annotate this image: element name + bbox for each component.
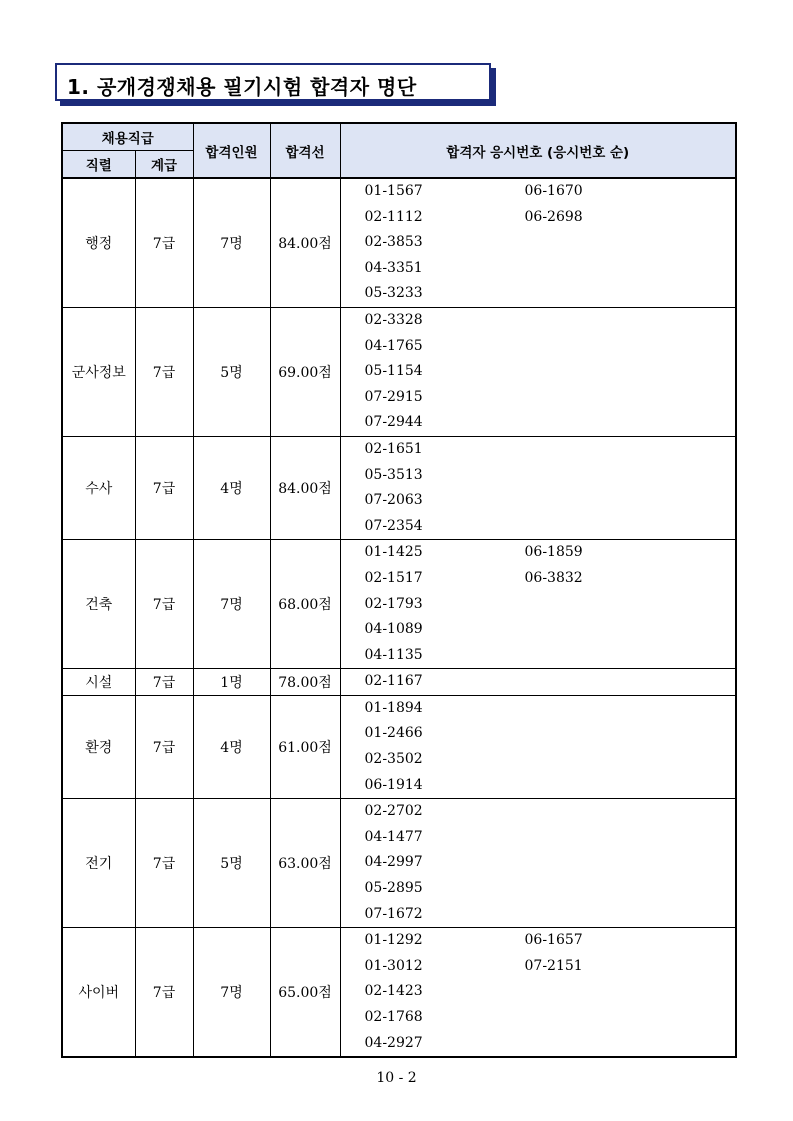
job-series-cell: 건축 [62,540,135,669]
applicant-number: 02-1423 [364,983,423,1000]
applicant-numbers-cell [340,436,736,539]
applicant-number: 02-1112 [364,208,423,225]
table-body [62,178,736,1057]
table-row [62,695,736,798]
applicant-number: 06-1657 [524,932,583,949]
applicant-number: 02-3502 [364,751,423,768]
applicant-number: 07-1672 [364,905,423,922]
cutoff-cell: 61.00점 [270,695,340,798]
applicant-number: 02-1793 [364,595,423,612]
applicant-number: 06-1670 [524,183,583,199]
page-number: 10 - 2 [376,1070,417,1086]
applicant-number: 01-1567 [364,183,423,199]
applicant-number: 02-2702 [364,803,423,820]
applicant-numbers-cell [340,307,736,436]
page-title-box [55,63,491,101]
applicant-number: 01-1292 [364,932,423,949]
header-cutoff: 합격선 [270,123,340,178]
applicant-number: 05-1154 [364,363,423,380]
job-series-cell: 행정 [62,178,135,307]
cutoff-cell: 78.00점 [270,669,340,696]
applicant-number: 04-1477 [364,828,423,845]
applicant-number: 04-2927 [364,1034,423,1051]
pass-count-cell: 7명 [193,178,270,307]
page-title: 1. 공개경쟁채용 필기시험 합격자 명단 [67,75,417,99]
cutoff-cell: 63.00점 [270,799,340,928]
applicant-number: 05-3233 [364,285,423,302]
applicant-number: 07-2944 [364,414,423,431]
applicant-number: 07-2354 [364,517,423,534]
applicant-number: 02-1651 [364,440,423,457]
pass-count-cell: 5명 [193,307,270,436]
applicant-number: 01-3012 [364,957,423,974]
applicant-numbers-cell [340,178,736,307]
job-series-cell: 사이버 [62,928,135,1057]
applicant-number: 02-3328 [364,311,423,328]
passer-table [61,122,737,1058]
applicant-number: 04-1089 [364,621,423,638]
applicant-number: 06-3832 [524,569,583,586]
grade-cell: 7급 [135,799,193,928]
table-row [62,799,736,928]
applicant-numbers-cell [340,540,736,669]
pass-count-cell: 4명 [193,695,270,798]
grade-cell: 7급 [135,307,193,436]
cutoff-cell: 69.00점 [270,307,340,436]
header-applicant-numbers: 합격자 응시번호 (응시번호 순) [340,123,736,178]
applicant-number: 04-3351 [364,259,423,276]
applicant-number: 06-1859 [524,544,583,561]
applicant-number: 02-1768 [364,1009,423,1025]
applicant-numbers-cell [340,695,736,798]
applicant-number: 07-2915 [364,388,423,405]
table-row [62,669,736,696]
header-job-series: 직렬 [62,151,135,179]
grade-cell: 7급 [135,436,193,539]
job-series-cell: 시설 [62,669,135,696]
pass-count-cell: 4명 [193,436,270,539]
applicant-number: 02-1517 [364,569,423,586]
applicant-number: 07-2063 [364,492,423,509]
job-series-cell: 환경 [62,695,135,798]
job-series-cell: 군사정보 [62,307,135,436]
table-row [62,178,736,307]
job-series-cell: 수사 [62,436,135,539]
applicant-number: 01-1425 [364,544,423,561]
cutoff-cell: 68.00점 [270,540,340,669]
header-recruit-grade: 채용직급 [62,123,193,151]
applicant-numbers-cell [340,928,736,1057]
header-grade: 계급 [135,151,193,179]
applicant-number: 06-2698 [524,208,583,225]
grade-cell: 7급 [135,928,193,1057]
applicant-number: 04-1135 [364,646,423,663]
applicant-number: 05-3513 [364,466,423,483]
table-row [62,307,736,436]
grade-cell: 7급 [135,669,193,696]
table-row [62,928,736,1057]
applicant-number: 02-3853 [364,234,423,251]
table-row [62,540,736,669]
applicant-number: 05-2895 [364,880,423,897]
applicant-number: 01-2466 [364,725,423,742]
cutoff-cell: 65.00점 [270,928,340,1057]
grade-cell: 7급 [135,695,193,798]
applicant-number: 01-1894 [364,699,423,716]
applicant-number: 04-2997 [364,854,423,871]
header-pass-count: 합격인원 [193,123,270,178]
cutoff-cell: 84.00점 [270,436,340,539]
table-row [62,436,736,539]
applicant-number: 02-1167 [364,673,423,690]
pass-count-cell: 5명 [193,799,270,928]
applicant-numbers-cell [340,799,736,928]
pass-count-cell: 7명 [193,928,270,1057]
cutoff-cell: 84.00점 [270,178,340,307]
applicant-number: 07-2151 [524,957,583,974]
applicant-numbers-cell [340,669,736,696]
job-series-cell: 전기 [62,799,135,928]
pass-count-cell: 1명 [193,669,270,696]
grade-cell: 7급 [135,540,193,669]
pass-count-cell: 7명 [193,540,270,669]
applicant-number: 06-1914 [364,776,423,793]
grade-cell: 7급 [135,178,193,307]
applicant-number: 04-1765 [364,337,423,354]
